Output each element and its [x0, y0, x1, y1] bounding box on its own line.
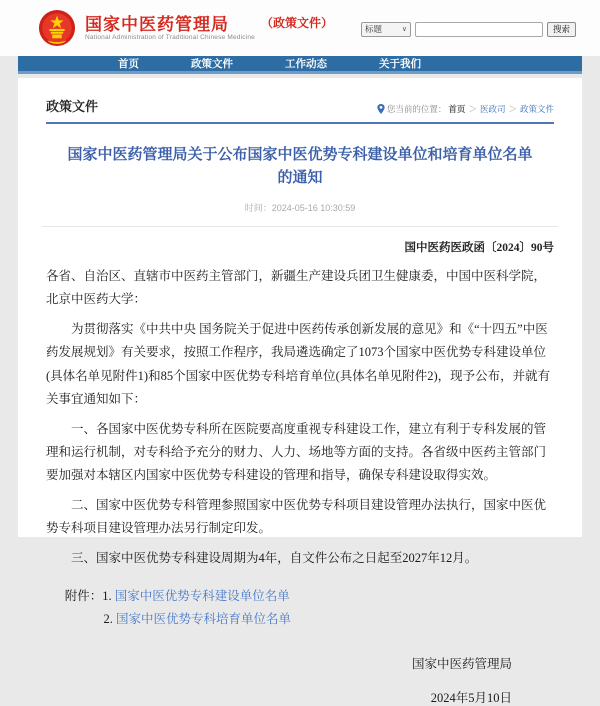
signature-date: 2024年5月10日	[430, 691, 512, 705]
document-number: 国中医药医政函〔2024〕90号	[404, 242, 554, 254]
signature-block	[46, 654, 554, 706]
breadcrumb-separator: ＞	[468, 104, 477, 114]
main-nav	[18, 56, 582, 74]
article-title: 国家中医药管理局关于公布国家中医优势专科建设单位和培育单位名单的通知	[67, 146, 533, 186]
article-salutation: 各省、自治区、直辖市中医药主管部门，新疆生产建设兵团卫生健康委，中国中医科学院，北京中医药大学：	[46, 269, 547, 307]
attachment-row	[104, 608, 555, 632]
brand-block	[85, 15, 255, 42]
article-paragraph: 二、国家中医优势专科管理参照国家中医优势专科项目建设管理办法执行，国家中医优势专科项目建设管理办法另行制定印发。	[46, 498, 547, 536]
signature-agency: 国家中医药管理局	[411, 657, 512, 671]
nav-item-home[interactable]: 首页	[118, 57, 139, 70]
article-paragraph: 三、国家中医优势专科建设周期为4年，自文件公布之日起至2027年12月。	[71, 551, 478, 566]
article-publish-time: 时间：2024-05-16 10:30:59	[244, 203, 356, 213]
article-paragraph: 为贯彻落实《中共中央 国务院关于促进中医药传承创新发展的意见》和《“十四五”中医药发展规划》有关要求，按照工作程序，我局遴选确定了1073个国家中医优势专科建设单位(具体名单见附件1)和85个国家中医优势专科培育单位(具体名单见附件2)，现予公布，并就有关事宜通知如下：	[46, 322, 551, 406]
breadcrumb-prefix: 您当前的位置：	[386, 104, 447, 114]
article-body	[46, 265, 554, 571]
search-area	[361, 22, 576, 37]
search-button[interactable]: 搜索	[547, 22, 576, 37]
channel-label: （政策文件）	[260, 16, 333, 30]
attachment-row	[65, 585, 554, 609]
attachment-index: 1.	[102, 588, 112, 603]
content-panel	[18, 78, 582, 705]
attachments-block	[46, 585, 554, 633]
search-category-select[interactable]	[361, 22, 411, 37]
attachment-link-1[interactable]: 国家中医优势专科建设单位名单	[114, 588, 290, 603]
site-header	[0, 0, 600, 56]
breadcrumb	[377, 103, 554, 115]
section-header-row	[46, 88, 554, 124]
nav-item-policy-documents[interactable]: 政策文件	[191, 57, 233, 70]
content-wrap	[0, 74, 600, 705]
divider	[42, 226, 558, 227]
attachments-label: 附件：	[64, 588, 103, 603]
national-emblem-logo	[38, 9, 76, 47]
location-pin-icon	[377, 104, 385, 114]
attachment-index: 2.	[103, 612, 113, 627]
search-category-value: 标题	[364, 24, 382, 34]
breadcrumb-home[interactable]: 首页	[448, 104, 466, 114]
attachment-link-2[interactable]: 国家中医优势专科培育单位名单	[116, 612, 292, 627]
chevron-down-icon: ∨	[401, 26, 407, 33]
agency-name-en: National Administration of Traditional Chinese Medicine	[85, 33, 255, 41]
agency-name: 国家中医药管理局	[85, 14, 229, 34]
breadcrumb-separator: ＞	[508, 104, 517, 114]
section-title: 政策文件	[46, 99, 99, 114]
article-paragraph: 一、各国家中医优势专科所在医院要高度重视专科建设工作，建立有利于专科发展的管理和运行机制，对专科给予充分的财力、人力、场地等方面的支持。各省级中医药主管部门要加强对本辖区内国家中医优势专科建设的管理和指导，确保专科建设取得实效。	[46, 421, 547, 482]
breadcrumb-level3[interactable]: 政策文件	[519, 104, 554, 114]
breadcrumb-level2[interactable]: 医政司	[479, 104, 506, 114]
search-input[interactable]	[415, 22, 543, 37]
nav-item-work-updates[interactable]: 工作动态	[285, 57, 327, 70]
nav-item-about-us[interactable]: 关于我们	[379, 57, 421, 70]
